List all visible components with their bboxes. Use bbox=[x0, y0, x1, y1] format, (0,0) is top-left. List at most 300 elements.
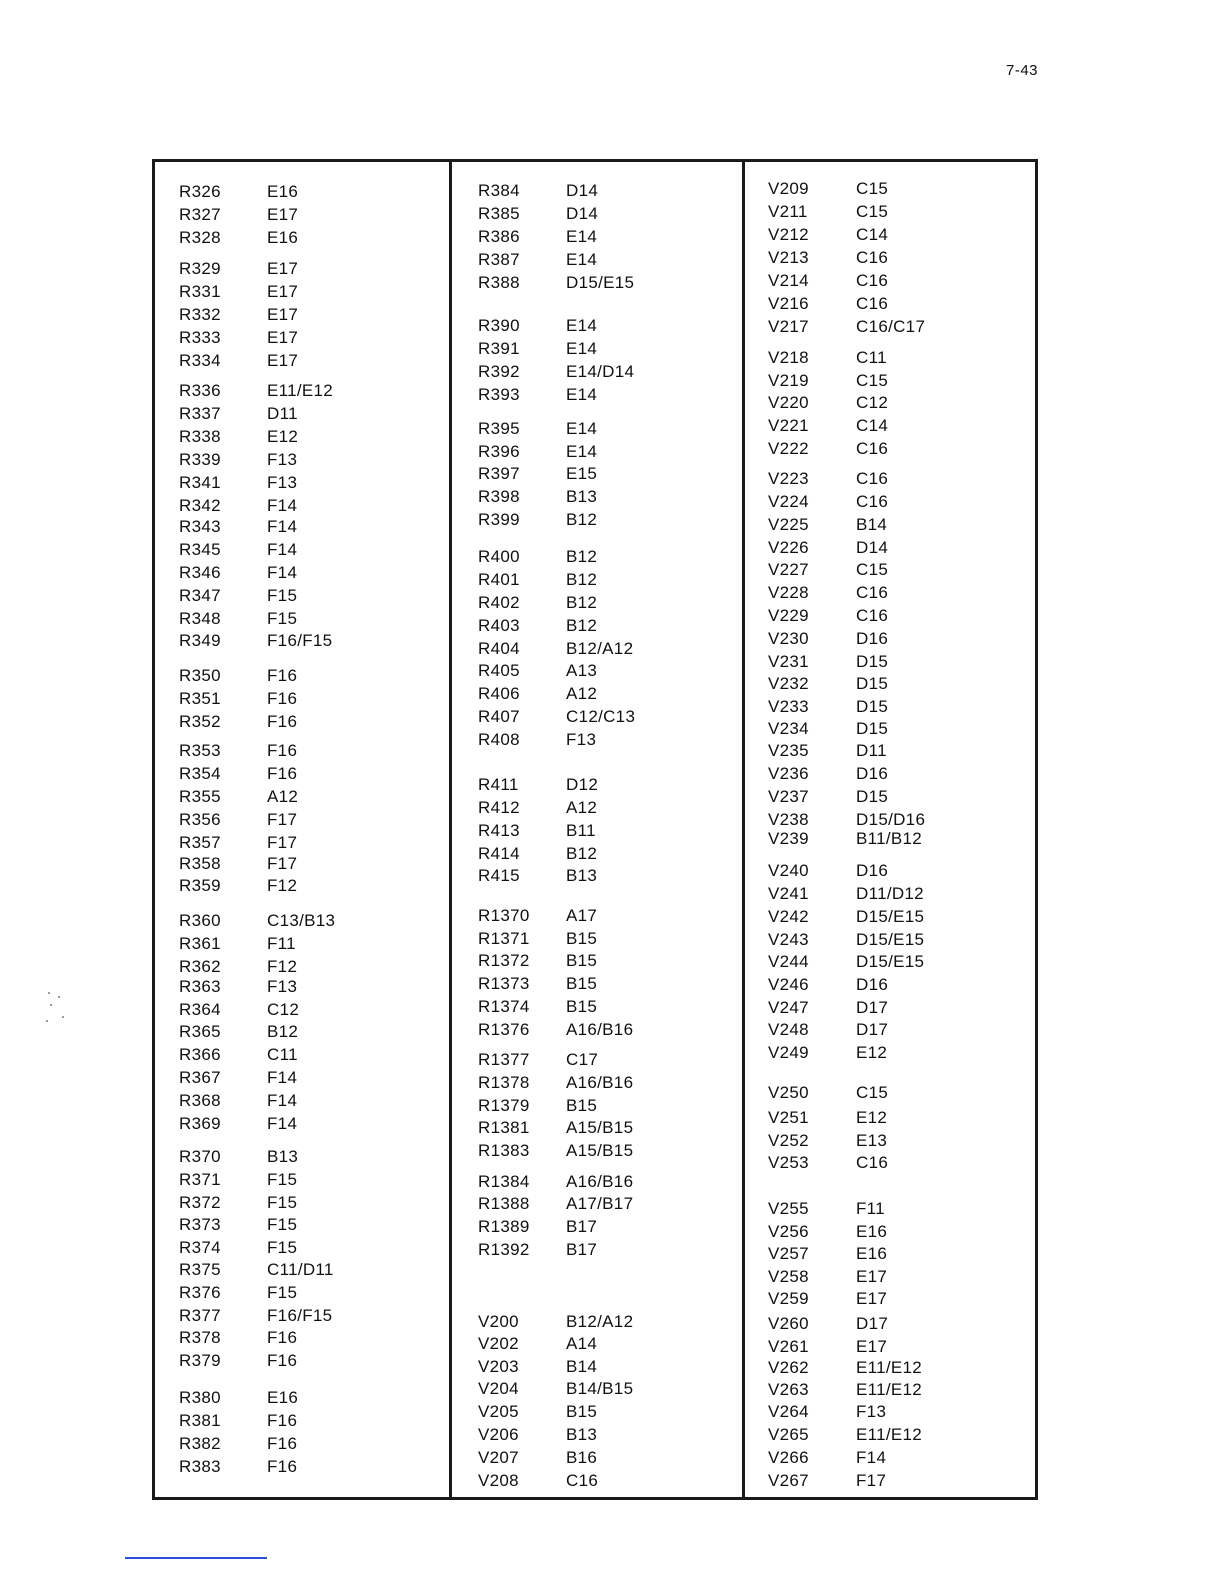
component-ref: R1371 bbox=[478, 929, 530, 948]
grid-location: C14 bbox=[856, 416, 889, 435]
component-ref: R1379 bbox=[478, 1096, 530, 1115]
grid-location: C12 bbox=[856, 393, 889, 412]
component-ref: V222 bbox=[768, 439, 809, 458]
grid-location: B12 bbox=[566, 616, 598, 635]
grid-location: B15 bbox=[566, 974, 598, 993]
component-ref: R350 bbox=[179, 666, 221, 685]
grid-location: F17 bbox=[267, 833, 298, 852]
component-ref: R414 bbox=[478, 844, 520, 863]
grid-location: E13 bbox=[856, 1131, 888, 1150]
component-ref: R329 bbox=[179, 259, 221, 278]
component-ref: V237 bbox=[768, 787, 809, 806]
component-ref: V225 bbox=[768, 515, 809, 534]
component-ref: V212 bbox=[768, 225, 809, 244]
component-ref: R345 bbox=[179, 540, 221, 559]
component-ref: V224 bbox=[768, 492, 809, 511]
component-ref: V267 bbox=[768, 1471, 809, 1490]
grid-location: B15 bbox=[566, 951, 598, 970]
component-ref: V200 bbox=[478, 1312, 519, 1331]
component-ref: V216 bbox=[768, 294, 809, 313]
component-ref: V218 bbox=[768, 348, 809, 367]
grid-location: A16/B16 bbox=[566, 1020, 634, 1039]
component-ref: R359 bbox=[179, 876, 221, 895]
grid-location: D15/E15 bbox=[856, 952, 925, 971]
grid-location: D11 bbox=[856, 741, 887, 760]
grid-location: D15 bbox=[856, 719, 889, 738]
grid-location: E11/E12 bbox=[267, 381, 334, 400]
component-ref: R375 bbox=[179, 1260, 221, 1279]
grid-location: F14 bbox=[856, 1448, 887, 1467]
grid-location: B12/A12 bbox=[566, 1312, 634, 1331]
grid-location: D15 bbox=[856, 697, 889, 716]
component-ref: R358 bbox=[179, 854, 221, 873]
component-ref: V227 bbox=[768, 560, 809, 579]
component-ref: V231 bbox=[768, 652, 809, 671]
grid-location: A13 bbox=[566, 661, 598, 680]
grid-location: E17 bbox=[267, 205, 299, 224]
component-ref: R355 bbox=[179, 787, 221, 806]
grid-location: D15/E15 bbox=[566, 273, 635, 292]
grid-location: D14 bbox=[856, 538, 889, 557]
grid-location: B12/A12 bbox=[566, 639, 634, 658]
component-ref: V257 bbox=[768, 1244, 809, 1263]
grid-location: F16 bbox=[267, 764, 298, 783]
grid-location: E11/E12 bbox=[856, 1358, 923, 1377]
grid-location: E14 bbox=[566, 385, 598, 404]
grid-location: F14 bbox=[267, 1068, 298, 1087]
grid-location: E14 bbox=[566, 227, 598, 246]
component-ref: R398 bbox=[478, 487, 520, 506]
component-ref: R383 bbox=[179, 1457, 221, 1476]
grid-location: C14 bbox=[856, 225, 889, 244]
component-ref: V232 bbox=[768, 674, 809, 693]
component-ref: V244 bbox=[768, 952, 809, 971]
grid-location: C16 bbox=[856, 583, 889, 602]
component-ref: V213 bbox=[768, 248, 809, 267]
grid-location: B12 bbox=[566, 570, 598, 589]
grid-location: F17 bbox=[856, 1471, 887, 1490]
grid-location: C16 bbox=[856, 1153, 889, 1172]
grid-location: B13 bbox=[267, 1147, 299, 1166]
grid-location: E16 bbox=[856, 1244, 888, 1263]
component-ref: R1374 bbox=[478, 997, 530, 1016]
component-ref: R411 bbox=[478, 775, 519, 794]
grid-location: F15 bbox=[267, 1238, 298, 1257]
grid-location: E16 bbox=[267, 228, 299, 247]
component-ref: R395 bbox=[478, 419, 520, 438]
component-ref: R404 bbox=[478, 639, 520, 658]
component-ref: R413 bbox=[478, 821, 520, 840]
component-ref: V211 bbox=[768, 202, 808, 221]
component-ref: R374 bbox=[179, 1238, 221, 1257]
component-ref: R1392 bbox=[478, 1240, 530, 1259]
component-ref: R407 bbox=[478, 707, 520, 726]
scan-artifact bbox=[44, 990, 74, 1030]
component-ref: R328 bbox=[179, 228, 221, 247]
grid-location: C16 bbox=[566, 1471, 599, 1490]
component-ref: V235 bbox=[768, 741, 809, 760]
component-ref: R341 bbox=[179, 473, 221, 492]
grid-location: C15 bbox=[856, 179, 889, 198]
grid-location: F16 bbox=[267, 1351, 298, 1370]
grid-location: C15 bbox=[856, 1083, 889, 1102]
component-ref: R363 bbox=[179, 977, 221, 996]
grid-location: F13 bbox=[566, 730, 597, 749]
grid-location: E14/D14 bbox=[566, 362, 635, 381]
component-location-table bbox=[152, 159, 1038, 1500]
component-ref: R391 bbox=[478, 339, 520, 358]
grid-location: D15/E15 bbox=[856, 907, 925, 926]
grid-location: F14 bbox=[267, 517, 298, 536]
grid-location: E15 bbox=[566, 464, 598, 483]
component-ref: R403 bbox=[478, 616, 520, 635]
component-ref: R326 bbox=[179, 182, 221, 201]
grid-location: A16/B16 bbox=[566, 1172, 634, 1191]
component-ref: R356 bbox=[179, 810, 221, 829]
grid-location: E14 bbox=[566, 250, 598, 269]
grid-location: D15 bbox=[856, 652, 889, 671]
component-ref: R382 bbox=[179, 1434, 221, 1453]
grid-location: B13 bbox=[566, 487, 598, 506]
grid-location: B13 bbox=[566, 1425, 598, 1444]
component-ref: R412 bbox=[478, 798, 520, 817]
component-ref: R354 bbox=[179, 764, 221, 783]
grid-location: F16 bbox=[267, 666, 298, 685]
component-ref: R334 bbox=[179, 351, 221, 370]
grid-location: E16 bbox=[856, 1222, 888, 1241]
component-ref: R352 bbox=[179, 712, 221, 731]
grid-location: F13 bbox=[267, 450, 298, 469]
grid-location: D17 bbox=[856, 1314, 889, 1333]
grid-location: C15 bbox=[856, 202, 889, 221]
grid-location: F16 bbox=[267, 689, 298, 708]
component-ref: R376 bbox=[179, 1283, 221, 1302]
grid-location: E17 bbox=[856, 1267, 888, 1286]
grid-location: D14 bbox=[566, 181, 599, 200]
component-ref: V266 bbox=[768, 1448, 809, 1467]
table-column-1 bbox=[155, 162, 449, 1497]
grid-location: C17 bbox=[566, 1050, 599, 1069]
component-ref: V234 bbox=[768, 719, 809, 738]
component-ref: V262 bbox=[768, 1358, 809, 1377]
grid-location: B15 bbox=[566, 929, 598, 948]
component-ref: R381 bbox=[179, 1411, 221, 1430]
grid-location: E16 bbox=[267, 1388, 299, 1407]
component-ref: V219 bbox=[768, 371, 809, 390]
component-ref: V206 bbox=[478, 1425, 519, 1444]
grid-location: B11 bbox=[566, 821, 596, 840]
component-ref: V239 bbox=[768, 829, 809, 848]
component-ref: V256 bbox=[768, 1222, 809, 1241]
grid-location: C16 bbox=[856, 492, 889, 511]
grid-location: D14 bbox=[566, 204, 599, 223]
grid-location: C15 bbox=[856, 560, 889, 579]
component-ref: V264 bbox=[768, 1402, 809, 1421]
grid-location: E17 bbox=[267, 282, 299, 301]
component-ref: V208 bbox=[478, 1471, 519, 1490]
component-ref: V252 bbox=[768, 1131, 809, 1150]
grid-location: E17 bbox=[856, 1337, 888, 1356]
grid-location: C12/C13 bbox=[566, 707, 636, 726]
table-column-2 bbox=[452, 162, 742, 1497]
component-ref: R390 bbox=[478, 316, 520, 335]
component-ref: V226 bbox=[768, 538, 809, 557]
component-ref: V205 bbox=[478, 1402, 519, 1421]
grid-location: D15 bbox=[856, 787, 889, 806]
grid-location: D16 bbox=[856, 861, 889, 880]
grid-location: D17 bbox=[856, 1020, 889, 1039]
component-ref: R348 bbox=[179, 609, 221, 628]
component-ref: R347 bbox=[179, 586, 221, 605]
component-ref: R360 bbox=[179, 911, 221, 930]
component-ref: V204 bbox=[478, 1379, 519, 1398]
grid-location: F15 bbox=[267, 609, 298, 628]
grid-location: D12 bbox=[566, 775, 599, 794]
component-ref: V243 bbox=[768, 930, 809, 949]
component-ref: V230 bbox=[768, 629, 809, 648]
grid-location: C16 bbox=[856, 248, 889, 267]
grid-location: B12 bbox=[566, 593, 598, 612]
grid-location: F16 bbox=[267, 1434, 298, 1453]
grid-location: B14 bbox=[856, 515, 888, 534]
grid-location: F17 bbox=[267, 854, 298, 873]
component-ref: R371 bbox=[179, 1170, 221, 1189]
grid-location: F17 bbox=[267, 810, 298, 829]
grid-location: E17 bbox=[267, 328, 299, 347]
component-ref: R353 bbox=[179, 741, 221, 760]
component-ref: R1370 bbox=[478, 906, 530, 925]
grid-location: B14/B15 bbox=[566, 1379, 634, 1398]
component-ref: R406 bbox=[478, 684, 520, 703]
grid-location: B15 bbox=[566, 997, 598, 1016]
component-ref: R346 bbox=[179, 563, 221, 582]
component-ref: V255 bbox=[768, 1199, 809, 1218]
component-ref: R339 bbox=[179, 450, 221, 469]
grid-location: E14 bbox=[566, 442, 598, 461]
component-ref: R1373 bbox=[478, 974, 530, 993]
component-ref: R361 bbox=[179, 934, 221, 953]
grid-location: D17 bbox=[856, 998, 889, 1017]
component-ref: R408 bbox=[478, 730, 520, 749]
component-ref: R378 bbox=[179, 1328, 221, 1347]
grid-location: B17 bbox=[566, 1217, 598, 1236]
component-ref: V247 bbox=[768, 998, 809, 1017]
component-ref: V236 bbox=[768, 764, 809, 783]
component-ref: R379 bbox=[179, 1351, 221, 1370]
grid-location: F16 bbox=[267, 1411, 298, 1430]
component-ref: R400 bbox=[478, 547, 520, 566]
grid-location: F14 bbox=[267, 563, 298, 582]
component-ref: V220 bbox=[768, 393, 809, 412]
grid-location: E16 bbox=[267, 182, 299, 201]
grid-location: E17 bbox=[267, 305, 299, 324]
footer-rule bbox=[125, 1557, 267, 1559]
component-ref: R1381 bbox=[478, 1118, 530, 1137]
component-ref: R1377 bbox=[478, 1050, 530, 1069]
component-ref: R351 bbox=[179, 689, 221, 708]
grid-location: A17/B17 bbox=[566, 1194, 634, 1213]
grid-location: E17 bbox=[267, 351, 299, 370]
grid-location: F14 bbox=[267, 1091, 298, 1110]
component-ref: V241 bbox=[768, 884, 809, 903]
grid-location: F16 bbox=[267, 741, 298, 760]
component-ref: R396 bbox=[478, 442, 520, 461]
grid-location: E12 bbox=[856, 1108, 888, 1127]
component-ref: V246 bbox=[768, 975, 809, 994]
component-ref: R338 bbox=[179, 427, 221, 446]
grid-location: E11/E12 bbox=[856, 1425, 923, 1444]
grid-location: F13 bbox=[856, 1402, 887, 1421]
grid-location: A12 bbox=[566, 684, 598, 703]
table-column-3 bbox=[745, 162, 1035, 1497]
grid-location: C16 bbox=[856, 439, 889, 458]
grid-location: B12 bbox=[566, 510, 598, 529]
grid-location: F16/F15 bbox=[267, 1306, 333, 1325]
grid-location: F15 bbox=[267, 1170, 298, 1189]
grid-location: F13 bbox=[267, 977, 298, 996]
grid-location: A15/B15 bbox=[566, 1141, 634, 1160]
grid-location: E14 bbox=[566, 316, 598, 335]
component-ref: R388 bbox=[478, 273, 520, 292]
component-ref: V229 bbox=[768, 606, 809, 625]
grid-location: F14 bbox=[267, 496, 298, 515]
component-ref: R362 bbox=[179, 957, 221, 976]
component-ref: R332 bbox=[179, 305, 221, 324]
component-ref: V263 bbox=[768, 1380, 809, 1399]
component-ref: R1376 bbox=[478, 1020, 530, 1039]
grid-location: F16/F15 bbox=[267, 631, 333, 650]
grid-location: B14 bbox=[566, 1357, 598, 1376]
component-ref: R336 bbox=[179, 381, 221, 400]
component-ref: R1372 bbox=[478, 951, 530, 970]
component-ref: R369 bbox=[179, 1114, 221, 1133]
component-ref: R331 bbox=[179, 282, 221, 301]
grid-location: B16 bbox=[566, 1448, 598, 1467]
component-ref: R401 bbox=[478, 570, 520, 589]
component-ref: R373 bbox=[179, 1215, 221, 1234]
component-ref: R415 bbox=[478, 866, 520, 885]
grid-location: B13 bbox=[566, 866, 598, 885]
grid-location: C16 bbox=[856, 271, 889, 290]
grid-location: C11/D11 bbox=[267, 1260, 334, 1279]
component-ref: R372 bbox=[179, 1193, 221, 1212]
component-ref: V253 bbox=[768, 1153, 809, 1172]
component-ref: V209 bbox=[768, 179, 809, 198]
component-ref: R1383 bbox=[478, 1141, 530, 1160]
grid-location: B15 bbox=[566, 1402, 598, 1421]
component-ref: V233 bbox=[768, 697, 809, 716]
component-ref: R392 bbox=[478, 362, 520, 381]
component-ref: V207 bbox=[478, 1448, 519, 1467]
grid-location: D11/D12 bbox=[856, 884, 924, 903]
grid-location: A12 bbox=[267, 787, 299, 806]
component-ref: V250 bbox=[768, 1083, 809, 1102]
component-ref: R1389 bbox=[478, 1217, 530, 1236]
component-ref: V249 bbox=[768, 1043, 809, 1062]
grid-location: F12 bbox=[267, 876, 298, 895]
grid-location: A14 bbox=[566, 1334, 598, 1353]
grid-location: F15 bbox=[267, 1193, 298, 1212]
grid-location: D15/D16 bbox=[856, 810, 926, 829]
grid-location: E14 bbox=[566, 419, 598, 438]
grid-location: F13 bbox=[267, 473, 298, 492]
component-ref: V202 bbox=[478, 1334, 519, 1353]
grid-location: D16 bbox=[856, 629, 889, 648]
component-ref: V214 bbox=[768, 271, 809, 290]
grid-location: D15/E15 bbox=[856, 930, 925, 949]
grid-location: C16 bbox=[856, 294, 889, 313]
grid-location: E17 bbox=[856, 1289, 888, 1308]
component-ref: R349 bbox=[179, 631, 221, 650]
grid-location: A16/B16 bbox=[566, 1073, 634, 1092]
component-ref: V251 bbox=[768, 1108, 809, 1127]
component-ref: V240 bbox=[768, 861, 809, 880]
component-ref: V259 bbox=[768, 1289, 809, 1308]
grid-location: C12 bbox=[267, 1000, 300, 1019]
grid-location: F16 bbox=[267, 1328, 298, 1347]
grid-location: E12 bbox=[856, 1043, 888, 1062]
grid-location: C16/C17 bbox=[856, 317, 926, 336]
grid-location: D16 bbox=[856, 975, 889, 994]
grid-location: B12 bbox=[566, 547, 598, 566]
component-ref: R1378 bbox=[478, 1073, 530, 1092]
grid-location: B17 bbox=[566, 1240, 598, 1259]
component-ref: R327 bbox=[179, 205, 221, 224]
component-ref: V261 bbox=[768, 1337, 809, 1356]
component-ref: R385 bbox=[478, 204, 520, 223]
component-ref: R393 bbox=[478, 385, 520, 404]
page-number: 7-43 bbox=[1006, 62, 1039, 79]
component-ref: R1384 bbox=[478, 1172, 530, 1191]
component-ref: V203 bbox=[478, 1357, 519, 1376]
component-ref: R405 bbox=[478, 661, 520, 680]
component-ref: V238 bbox=[768, 810, 809, 829]
component-ref: V228 bbox=[768, 583, 809, 602]
grid-location: E12 bbox=[267, 427, 299, 446]
grid-location: C15 bbox=[856, 371, 889, 390]
component-ref: R377 bbox=[179, 1306, 221, 1325]
grid-location: A17 bbox=[566, 906, 598, 925]
component-ref: V221 bbox=[768, 416, 809, 435]
grid-location: E14 bbox=[566, 339, 598, 358]
grid-location: A15/B15 bbox=[566, 1118, 634, 1137]
grid-location: E11/E12 bbox=[856, 1380, 923, 1399]
component-ref: R343 bbox=[179, 517, 221, 536]
grid-location: F11 bbox=[856, 1199, 885, 1218]
component-ref: R387 bbox=[478, 250, 520, 269]
grid-location: F15 bbox=[267, 1283, 298, 1302]
grid-location: D11 bbox=[267, 404, 298, 423]
component-ref: R333 bbox=[179, 328, 221, 347]
component-ref: R368 bbox=[179, 1091, 221, 1110]
grid-location: A12 bbox=[566, 798, 598, 817]
grid-location: C11 bbox=[856, 348, 887, 367]
grid-location: C11 bbox=[267, 1045, 298, 1064]
component-ref: R364 bbox=[179, 1000, 221, 1019]
grid-location: F14 bbox=[267, 540, 298, 559]
component-ref: R402 bbox=[478, 593, 520, 612]
component-ref: V258 bbox=[768, 1267, 809, 1286]
grid-location: F16 bbox=[267, 712, 298, 731]
component-ref: V217 bbox=[768, 317, 809, 336]
component-ref: V265 bbox=[768, 1425, 809, 1444]
grid-location: C16 bbox=[856, 469, 889, 488]
component-ref: V248 bbox=[768, 1020, 809, 1039]
grid-location: C13/B13 bbox=[267, 911, 336, 930]
grid-location: F12 bbox=[267, 957, 298, 976]
grid-location: B11/B12 bbox=[856, 829, 923, 848]
component-ref: R384 bbox=[478, 181, 520, 200]
